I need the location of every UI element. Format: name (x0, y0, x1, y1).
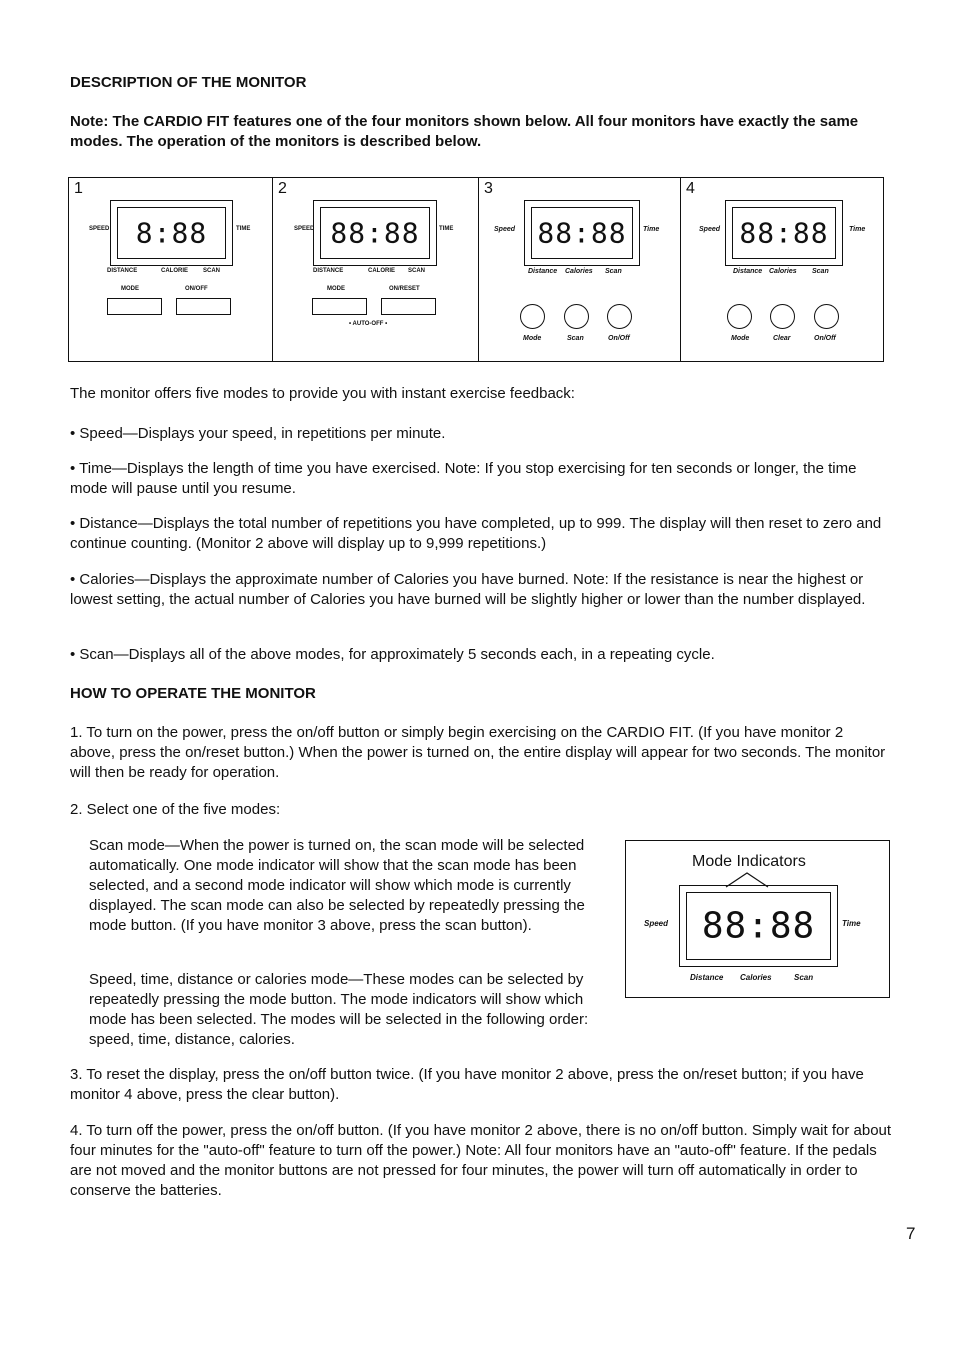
how-to-heading: HOW TO OPERATE THE MONITOR (70, 685, 316, 702)
distance-indicator: Distance (690, 973, 724, 982)
mode-button-label: MODE (121, 286, 139, 292)
calorie-indicator: CALORIE (368, 268, 395, 274)
lcd-display (524, 200, 640, 266)
onoff-button[interactable] (607, 304, 632, 329)
intro-text: The monitor offers five modes to provide you with instant exercise feedback: (70, 385, 575, 402)
lcd-digits: 88:88 (330, 216, 420, 250)
step-3: 3. To reset the display, press the on/off button twice. (If you have monitor 2 above, press the on/reset button; if you have monitor 4 above, press the clear button). (70, 1066, 864, 1103)
bullet-time: • Time—Displays the length of time you have exercised. Note: If you stop exercising for ten seconds or longer, the time mode will pause until you resume. (70, 460, 857, 497)
bullet-distance: • Distance—Displays the total number of repetitions you have completed, up to 999. The display will then reset to zero and continue counting. (Monitor 2 above will display up to 9,999 repetitions.) (70, 515, 882, 552)
monitor-2 (272, 178, 478, 361)
onreset-button-label: ON/RESET (389, 286, 420, 292)
onoff-button[interactable] (814, 304, 839, 329)
monitor-3 (478, 178, 680, 361)
calories-indicator: Calories (769, 268, 797, 275)
monitor-number: 3 (484, 180, 493, 197)
calories-indicator: Calories (740, 973, 772, 982)
lcd-digits: 88:88 (701, 905, 816, 947)
onoff-button-label: On/Off (814, 335, 836, 342)
calories-indicator: Calories (565, 268, 593, 275)
lcd-display (679, 885, 838, 967)
lcd-display (313, 200, 437, 266)
scan-mode-text: Scan mode—When the power is turned on, the scan mode will be selected automatically. One mode indicator will show that the scan mode has been selected, and a second mode indicator will show which mode is currently displayed. The scan mode can also be selected by repeatedly pressing the mode button. (If you have monitor 3 above, press the scan button). (89, 837, 585, 934)
speed-label: Speed (494, 226, 516, 233)
note-text: Note: The CARDIO FIT features one of the four monitors shown below. All four monitors have exactly the same modes. The operation of the monitors is described below. (70, 113, 859, 150)
lcd-display (725, 200, 843, 266)
page-number: 7 (906, 1224, 916, 1243)
scan-button[interactable] (564, 304, 589, 329)
clear-button-label: Clear (773, 335, 791, 342)
mode-button[interactable] (727, 304, 752, 329)
scan-button-label: Scan (567, 335, 584, 342)
scan-indicator: SCAN (408, 268, 426, 274)
clear-button[interactable] (770, 304, 795, 329)
mode-button-label: MODE (327, 286, 345, 292)
lcd-digits: 88:88 (537, 216, 627, 250)
speed-label: SPEED (294, 226, 315, 232)
monitor-number: 4 (686, 180, 695, 197)
lcd-digits: 8:88 (135, 216, 208, 250)
speed-label: Speed (644, 919, 669, 928)
scan-indicator: Scan (794, 973, 814, 982)
bullet-speed: • Speed—Displays your speed, in repetitions per minute. (70, 425, 446, 442)
scan-indicator: Scan (812, 268, 829, 275)
mode-box-title: Mode Indicators (692, 853, 806, 870)
section-title: DESCRIPTION OF THE MONITOR (70, 74, 307, 91)
monitor-number: 2 (278, 180, 287, 197)
monitors-figure (68, 177, 884, 362)
step-1: 1. To turn on the power, press the on/off button or simply begin exercising on the CARDIO FIT. (If you have monitor 2 above, press the on/reset button.) When the power is turned on, the entire display will appear for two seconds. The monitor will then be ready for operation. (70, 724, 886, 781)
auto-off-label: • AUTO-OFF • (349, 321, 388, 327)
speed-mode-text: Speed, time, distance or calories mode—These modes can be selected by repeatedly pressing the mode button. The mode indicators will show which mode has been selected. The modes will be selected in the following order: speed, time, distance, calories. (89, 971, 589, 1048)
scan-indicator: Scan (605, 268, 622, 275)
monitor-number: 1 (74, 180, 83, 197)
speed-label: Speed (699, 226, 721, 233)
distance-indicator: Distance (528, 268, 558, 275)
time-label: Time (849, 226, 866, 233)
mode-button[interactable] (520, 304, 545, 329)
onoff-button[interactable] (176, 298, 231, 315)
monitor-4 (680, 178, 883, 361)
bullet-calories: • Calories—Displays the approximate number of Calories you have burned. Note: If the resistance is near the highest or lowest setting, the actual number of Calories you have burned will be slightly higher or lower than the number displayed. (70, 571, 866, 608)
lcd-digits: 88:88 (739, 216, 829, 250)
step-2: 2. Select one of the five modes: (70, 801, 281, 818)
calorie-indicator: CALORIE (161, 268, 188, 274)
time-label: Time (643, 226, 660, 233)
onreset-button[interactable] (381, 298, 436, 315)
time-label: TIME (236, 226, 251, 232)
onoff-button-label: On/Off (608, 335, 630, 342)
distance-indicator: DISTANCE (107, 268, 138, 274)
onoff-button-label: ON/OFF (185, 286, 208, 292)
time-label: Time (842, 919, 861, 928)
speed-label: SPEED (89, 226, 110, 232)
lcd-display (110, 200, 233, 266)
mode-indicators-figure (625, 840, 890, 998)
distance-indicator: DISTANCE (313, 268, 344, 274)
mode-button-label: Mode (731, 335, 750, 342)
distance-indicator: Distance (733, 268, 763, 275)
scan-indicator: SCAN (203, 268, 221, 274)
time-label: TIME (439, 226, 454, 232)
bullet-scan: • Scan—Displays all of the above modes, for approximately 5 seconds each, in a repeating cycle. (70, 646, 715, 663)
mode-button[interactable] (107, 298, 162, 315)
monitor-1 (69, 178, 272, 361)
mode-button[interactable] (312, 298, 367, 315)
mode-button-label: Mode (523, 335, 542, 342)
step-4: 4. To turn off the power, press the on/off button. (If you have monitor 2 above, there is no on/off button. Simply wait for about four minutes for the "auto-off" feature to turn off the power.) Note: All four monitors have an "auto-off" feature. If the pedals are not moved and the monitor buttons are not pressed for four minutes, the power will turn off automatically in order to conserve the batteries. (70, 1122, 892, 1199)
